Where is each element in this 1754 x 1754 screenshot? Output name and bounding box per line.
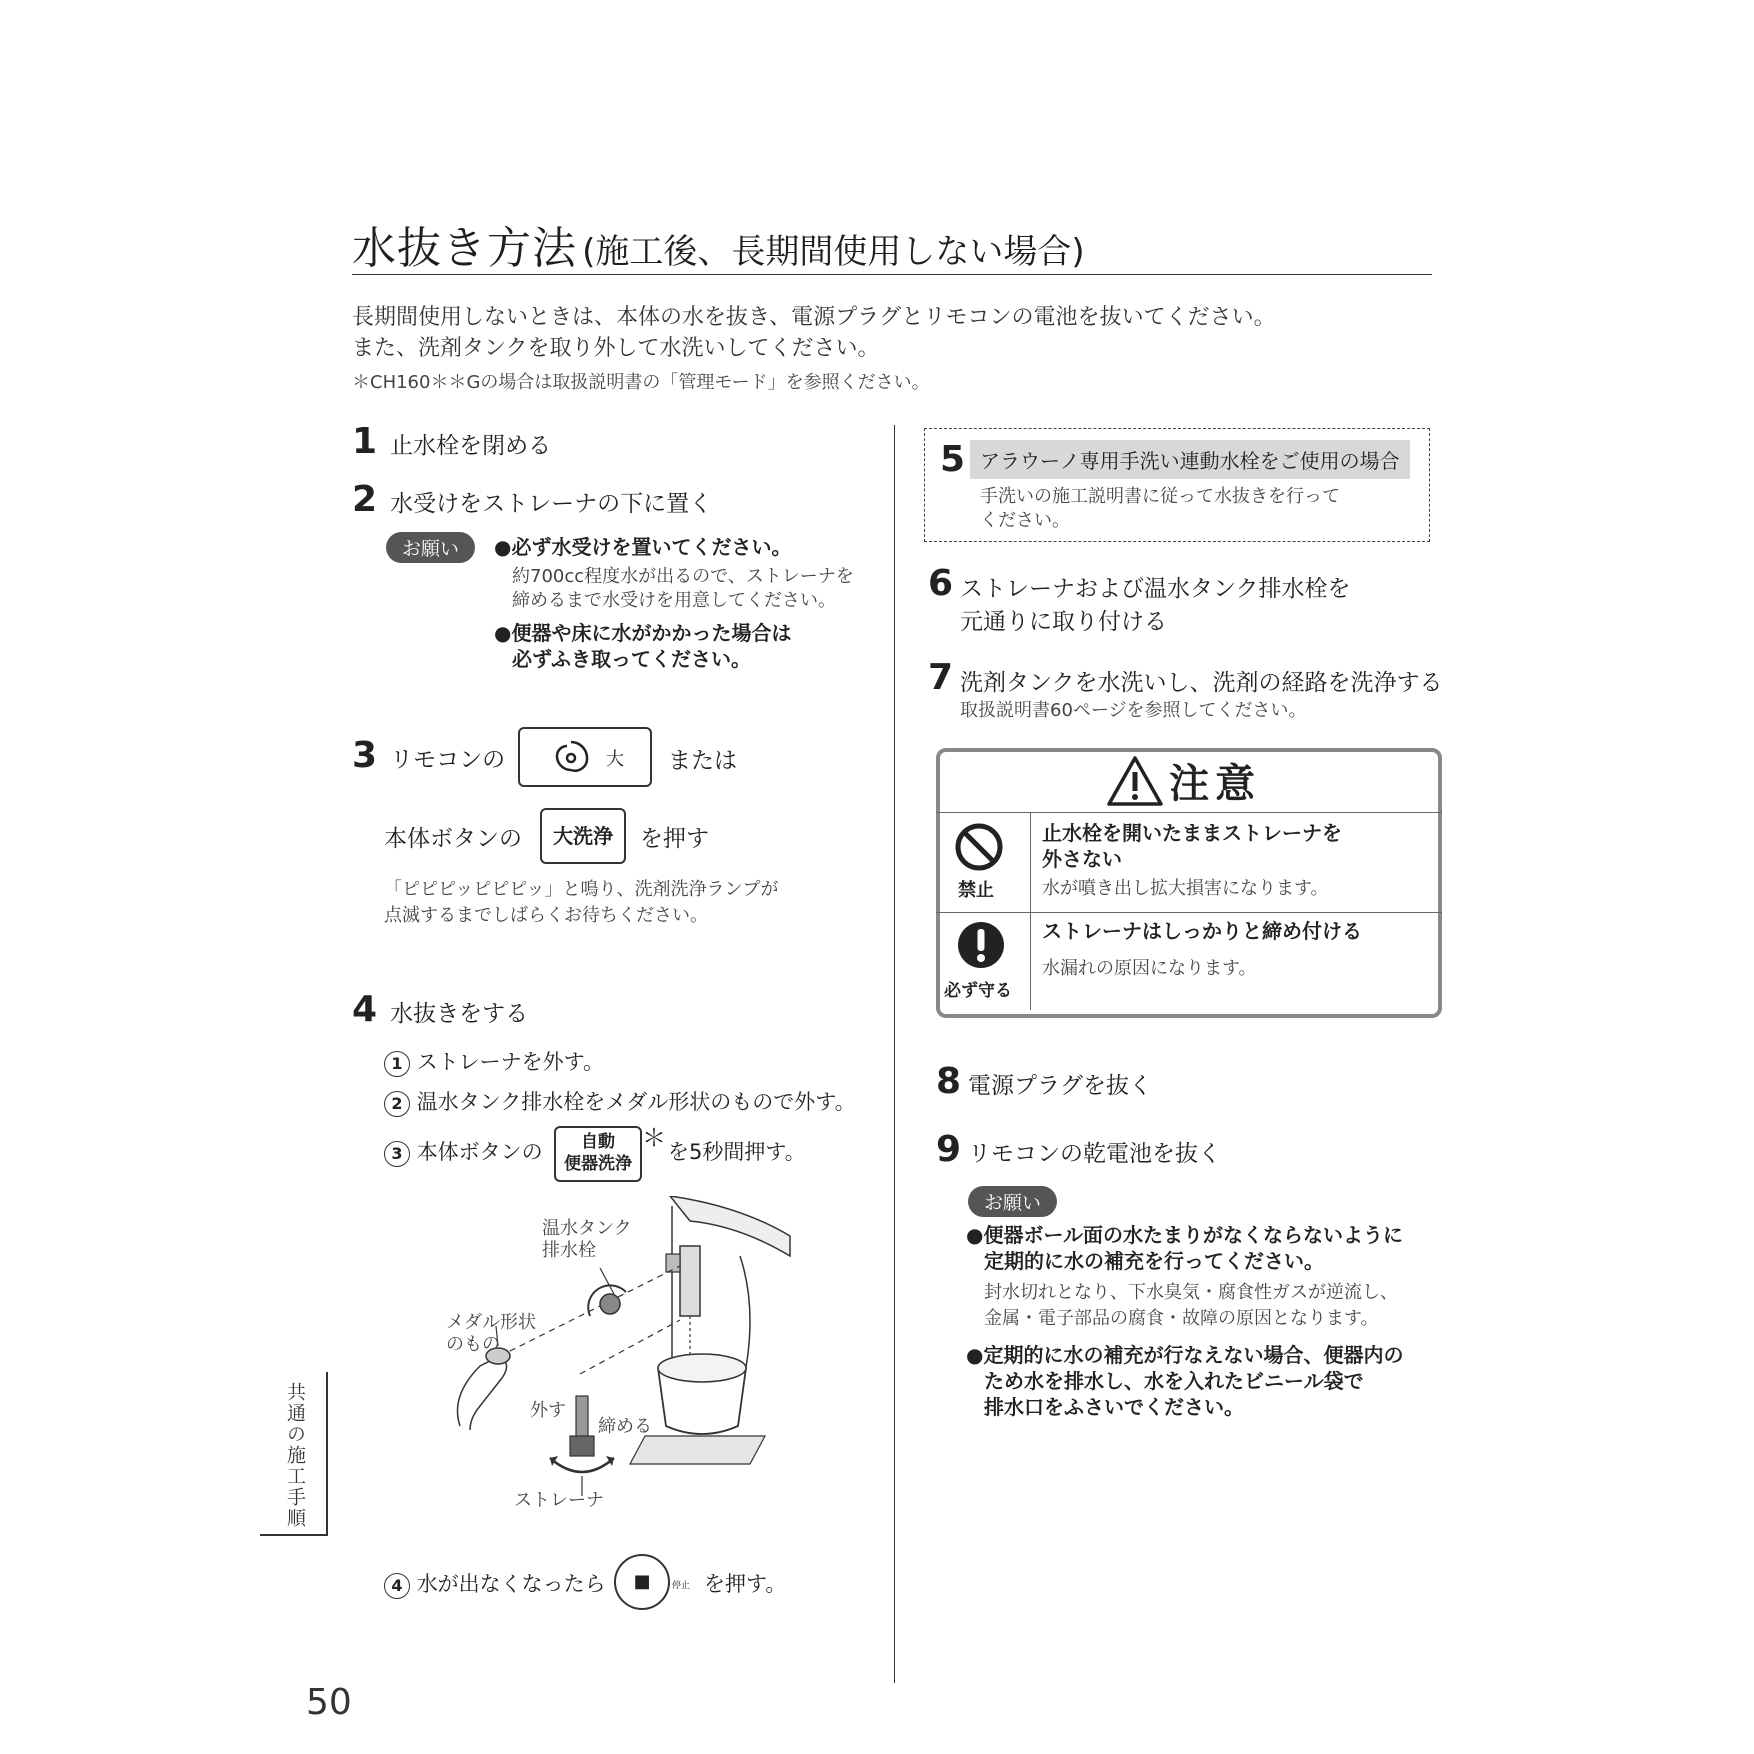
step-5-body-1: 手洗いの施工説明書に従って水抜きを行って xyxy=(980,486,1340,507)
step-9-number: 9 xyxy=(936,1129,962,1170)
step-6-line-2: 元通りに取り付ける xyxy=(960,609,1167,635)
flush-swirl-icon xyxy=(550,737,592,779)
request-1: ●必ず水受けを置いてください。 xyxy=(494,535,792,559)
step-3-note-2: 点滅するまでしばらくお待ちください。 xyxy=(384,905,708,926)
step-text: 水受けをストレーナの下に置く xyxy=(390,491,713,517)
title-main: 水抜き方法 xyxy=(352,223,577,274)
step-7-note: 取扱説明書60ページを参照してください。 xyxy=(960,700,1307,721)
label-strainer: ストレーナ xyxy=(514,1490,604,1511)
caution-header xyxy=(1106,752,1261,809)
step-5-number: 5 xyxy=(940,439,966,480)
step-text: リモコンの xyxy=(390,747,506,773)
caution-row-2-body: 水漏れの原因になります。 xyxy=(1042,958,1257,979)
substep-number: 3 xyxy=(384,1141,410,1167)
mandatory-label: 必ず守る xyxy=(944,981,1012,1001)
substep-number: 1 xyxy=(384,1051,410,1077)
prohibited-label: 禁止 xyxy=(958,880,994,901)
substep-text: 温水タンク排水栓をメダル形状のもので外す。 xyxy=(416,1090,856,1114)
step-7-text: 洗剤タンクを水洗いし、洗剤の経路を洗浄する xyxy=(960,670,1443,696)
stop-button-label: 停止 xyxy=(672,1581,691,1591)
step-number: 2 xyxy=(352,479,378,520)
title-sub: (施工後、長期間使用しない場合) xyxy=(582,232,1085,272)
step-7-number: 7 xyxy=(928,657,954,698)
stop-button[interactable]: ■ xyxy=(614,1554,670,1610)
substep-4-suffix: を押す。 xyxy=(704,1572,787,1596)
step-9-req-2-line-2: ため水を排水し、水を入れたビニール袋で xyxy=(984,1369,1364,1393)
substep-4 xyxy=(384,1568,606,1599)
remote-button-label: 大 xyxy=(606,749,624,770)
step-9-req-1-detail-2: 金属・電子部品の腐食・故障の原因となります。 xyxy=(984,1308,1379,1329)
request-2-line-2: 必ずふき取ってください。 xyxy=(512,647,751,671)
caution-row-2-title: ストレーナはしっかりと締め付ける xyxy=(1042,919,1362,943)
step-3-suffix: を押す xyxy=(640,826,709,852)
step-3 xyxy=(352,735,506,776)
caution-row-1-title-1: 止水栓を開いたままストレーナを xyxy=(1042,821,1342,845)
column-divider xyxy=(894,425,895,1683)
step-3-note-1: 「ピピピッピピピッ」と鳴り、洗剤洗浄ランプが xyxy=(384,879,779,900)
request-2-line-1: ●便器や床に水がかかった場合は xyxy=(494,621,792,645)
label-tank-line-1: 温水タンク xyxy=(542,1218,632,1239)
step-9-req-1-line-2: 定期的に水の補充を行ってください。 xyxy=(984,1249,1324,1273)
step-number: 3 xyxy=(352,735,378,776)
step-text: 水抜きをする xyxy=(390,1001,529,1027)
substep-number: 2 xyxy=(384,1091,410,1117)
caution-divider-1 xyxy=(936,812,1442,813)
step-number: 1 xyxy=(352,421,378,462)
substep-text: ストレーナを外す。 xyxy=(416,1050,605,1074)
caution-row-1-title-2: 外さない xyxy=(1042,847,1122,871)
body-big-flush-button[interactable]: 大洗浄 xyxy=(540,808,626,864)
step-5-body-2: ください。 xyxy=(980,510,1070,531)
page-number: 50 xyxy=(306,1682,352,1723)
request-1-detail-2: 締めるまで水受けを用意してください。 xyxy=(512,590,836,611)
label-tighten: 締める xyxy=(598,1416,652,1437)
step-number: 4 xyxy=(352,989,378,1030)
warning-triangle-icon xyxy=(1106,755,1164,807)
intro-note: ＊CH160＊＊Gの場合は取扱説明書の「管理モード」を参照ください。 xyxy=(352,372,930,393)
step-8-number: 8 xyxy=(936,1061,962,1102)
button-line-1: 自動 xyxy=(581,1132,615,1152)
request-badge: お願い xyxy=(386,532,475,563)
label-medal-line-2: のもの xyxy=(446,1334,500,1355)
caution-vertical-divider xyxy=(1030,812,1031,1010)
step-1 xyxy=(352,421,552,462)
side-tab-text: 共通の施工手順 xyxy=(284,1382,306,1529)
step-text: 止水栓を閉める xyxy=(390,433,552,459)
step-6-number: 6 xyxy=(928,563,954,604)
step-6-line-1: ストレーナおよび温水タンク排水栓を xyxy=(960,576,1351,602)
substep-3-suffix: を5秒間押す。 xyxy=(668,1140,806,1164)
substep-text: 水が出なくなったら xyxy=(416,1572,606,1596)
caution-title: 注意 xyxy=(1169,761,1262,807)
step-9-text: リモコンの乾電池を抜く xyxy=(968,1141,1221,1167)
caution-divider-2 xyxy=(936,912,1442,913)
substep-number: 4 xyxy=(384,1573,410,1599)
request-badge: お願い xyxy=(968,1186,1057,1217)
step-2 xyxy=(352,479,713,520)
label-medal-line-1: メダル形状 xyxy=(446,1312,536,1333)
step-9-req-2-line-3: 排水口をふさいでください。 xyxy=(984,1395,1244,1419)
page-title xyxy=(352,212,1085,276)
mandatory-icon xyxy=(956,920,1006,970)
label-remove: 外す xyxy=(530,1400,566,1421)
title-rule xyxy=(352,274,1432,275)
step-9-req-1-detail-1: 封水切れとなり、下水臭気・腐食性ガスが逆流し、 xyxy=(984,1282,1398,1303)
drain-illustration xyxy=(440,1196,820,1526)
button-line-2: 便器洗浄 xyxy=(564,1154,632,1174)
step-4 xyxy=(352,989,529,1030)
intro-line-2: また、洗剤タンクを取り外して水洗いしてください。 xyxy=(352,336,880,361)
auto-bowl-flush-button[interactable] xyxy=(554,1126,642,1182)
request-1-detail-1: 約700cc程度水が出るので、ストレーナを xyxy=(512,566,854,587)
step-9-req-2-line-1: ●定期的に水の補充が行なえない場合、便器内の xyxy=(966,1343,1404,1367)
intro-line-1: 長期間使用しないときは、本体の水を抜き、電源プラグとリモコンの電池を抜いてください。 xyxy=(352,305,1276,330)
section-side-tab xyxy=(260,1372,328,1536)
step-3-body-prefix: 本体ボタンの xyxy=(384,826,522,852)
step-5-header: アラウーノ専用手洗い連動水栓をご使用の場合 xyxy=(970,440,1410,479)
remote-flush-button[interactable] xyxy=(518,727,652,787)
label-tank-line-2: 排水栓 xyxy=(542,1240,596,1261)
prohibited-icon xyxy=(954,822,1004,872)
substep-3 xyxy=(384,1136,543,1167)
substep-2 xyxy=(384,1086,856,1117)
caution-row-1-body: 水が噴き出し拡大損害になります。 xyxy=(1042,878,1329,899)
substep-text: 本体ボタンの xyxy=(416,1140,543,1164)
substep-1 xyxy=(384,1046,604,1077)
step-9-req-1-line-1: ●便器ボール面の水たまりがなくならないように xyxy=(966,1223,1404,1247)
step-8-text: 電源プラグを抜く xyxy=(968,1073,1152,1099)
asterisk-mark: ＊ xyxy=(642,1124,666,1152)
step-3-or: または xyxy=(668,748,737,774)
